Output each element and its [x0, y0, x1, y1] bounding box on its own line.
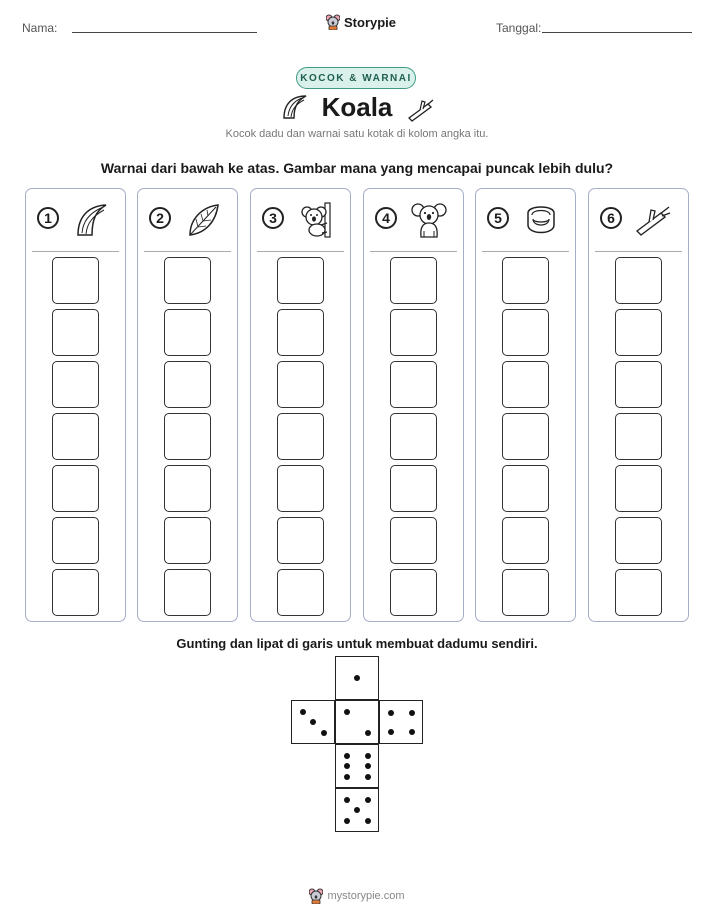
column-3 [250, 188, 351, 622]
die-pip [354, 807, 360, 813]
die-pip [344, 818, 350, 824]
color-box[interactable] [164, 465, 211, 512]
koala-sitting-icon [408, 199, 450, 241]
name-label: Nama: [22, 21, 58, 35]
color-box[interactable] [52, 465, 99, 512]
column-divider [595, 251, 682, 252]
color-box[interactable] [52, 309, 99, 356]
color-box[interactable] [277, 257, 324, 304]
color-box[interactable] [52, 569, 99, 616]
color-box[interactable] [615, 569, 662, 616]
color-box[interactable] [164, 413, 211, 460]
name-line[interactable] [72, 32, 257, 33]
date-label: Tanggal: [496, 21, 542, 35]
color-box[interactable] [277, 569, 324, 616]
die-pip [321, 730, 327, 736]
branch-icon [406, 94, 436, 124]
die-pip [365, 753, 371, 759]
koala-logo-icon [309, 888, 323, 904]
column-divider [32, 251, 119, 252]
die-pip [344, 763, 350, 769]
color-box[interactable] [390, 517, 437, 564]
color-box[interactable] [502, 465, 549, 512]
column-2 [137, 188, 238, 622]
page-subtitle: Kocok dadu dan warnai satu kotak di kolom angka itu. [225, 128, 489, 140]
die-pip [409, 710, 415, 716]
column-5 [475, 188, 576, 622]
color-box[interactable] [164, 517, 211, 564]
color-box[interactable] [277, 465, 324, 512]
die-face-4 [379, 700, 423, 744]
footer-url[interactable]: mystorypie.com [327, 890, 405, 902]
color-box[interactable] [502, 309, 549, 356]
die-pip [365, 730, 371, 736]
color-box[interactable] [52, 413, 99, 460]
koala-logo-icon [326, 14, 340, 30]
color-box[interactable] [52, 361, 99, 408]
die-pip [365, 797, 371, 803]
color-box[interactable] [390, 569, 437, 616]
column-number: 6 [600, 207, 622, 229]
color-box[interactable] [390, 361, 437, 408]
column-6 [588, 188, 689, 622]
die-pip [344, 753, 350, 759]
color-box[interactable] [502, 361, 549, 408]
color-box[interactable] [615, 309, 662, 356]
color-box[interactable] [502, 569, 549, 616]
color-box[interactable] [390, 257, 437, 304]
color-box[interactable] [615, 361, 662, 408]
brand-logo [326, 14, 396, 30]
color-box[interactable] [615, 413, 662, 460]
color-box[interactable] [164, 361, 211, 408]
die-pip [354, 675, 360, 681]
die-face-5 [335, 788, 379, 832]
die-face-2 [335, 700, 379, 744]
color-box[interactable] [390, 309, 437, 356]
die-pip [344, 709, 350, 715]
color-box[interactable] [615, 257, 662, 304]
cut-instruction: Gunting dan lipat di garis untuk membuat dadumu sendiri. [176, 636, 538, 651]
color-box[interactable] [390, 413, 437, 460]
brand-name: Storypie [344, 14, 397, 30]
claw-icon [280, 92, 310, 122]
column-divider [257, 251, 344, 252]
column-number: 3 [262, 207, 284, 229]
die-face-1 [335, 656, 379, 700]
color-box[interactable] [390, 465, 437, 512]
die-pip [365, 763, 371, 769]
color-box[interactable] [52, 517, 99, 564]
color-box[interactable] [502, 413, 549, 460]
die-pip [300, 709, 306, 715]
column-number: 5 [487, 207, 509, 229]
die-face-6 [335, 744, 379, 788]
color-box[interactable] [277, 413, 324, 460]
column-4 [363, 188, 464, 622]
leaf-icon [182, 199, 224, 241]
column-divider [482, 251, 569, 252]
die-pip [344, 774, 350, 780]
color-box[interactable] [615, 465, 662, 512]
coloring-instruction: Warnai dari bawah ke atas. Gambar mana yang mencapai puncak lebih dulu? [100, 160, 614, 176]
die-pip [365, 818, 371, 824]
color-box[interactable] [164, 309, 211, 356]
date-line[interactable] [542, 32, 692, 33]
die-pip [344, 797, 350, 803]
color-box[interactable] [502, 517, 549, 564]
title-text: Koala [321, 92, 393, 122]
color-box[interactable] [277, 309, 324, 356]
color-box[interactable] [164, 257, 211, 304]
color-box[interactable] [277, 517, 324, 564]
branch-icon [633, 199, 675, 241]
die-face-3 [291, 700, 335, 744]
die-pip [388, 729, 394, 735]
column-number: 4 [375, 207, 397, 229]
color-box[interactable] [615, 517, 662, 564]
die-pip [409, 729, 415, 735]
color-box[interactable] [277, 361, 324, 408]
column-number: 2 [149, 207, 171, 229]
color-box[interactable] [164, 569, 211, 616]
footer [0, 888, 714, 904]
claw-icon [70, 199, 112, 241]
page-title [0, 92, 714, 123]
column-divider [144, 251, 231, 252]
color-box[interactable] [52, 257, 99, 304]
pouch-icon [520, 199, 562, 241]
die-pip [365, 774, 371, 780]
column-divider [370, 251, 457, 252]
die-pip [388, 710, 394, 716]
column-number: 1 [37, 207, 59, 229]
color-box[interactable] [502, 257, 549, 304]
die-pip [310, 719, 316, 725]
column-1 [25, 188, 126, 622]
activity-badge: KOCOK & WARNAI [296, 67, 416, 89]
koala-climbing-icon [295, 199, 337, 241]
